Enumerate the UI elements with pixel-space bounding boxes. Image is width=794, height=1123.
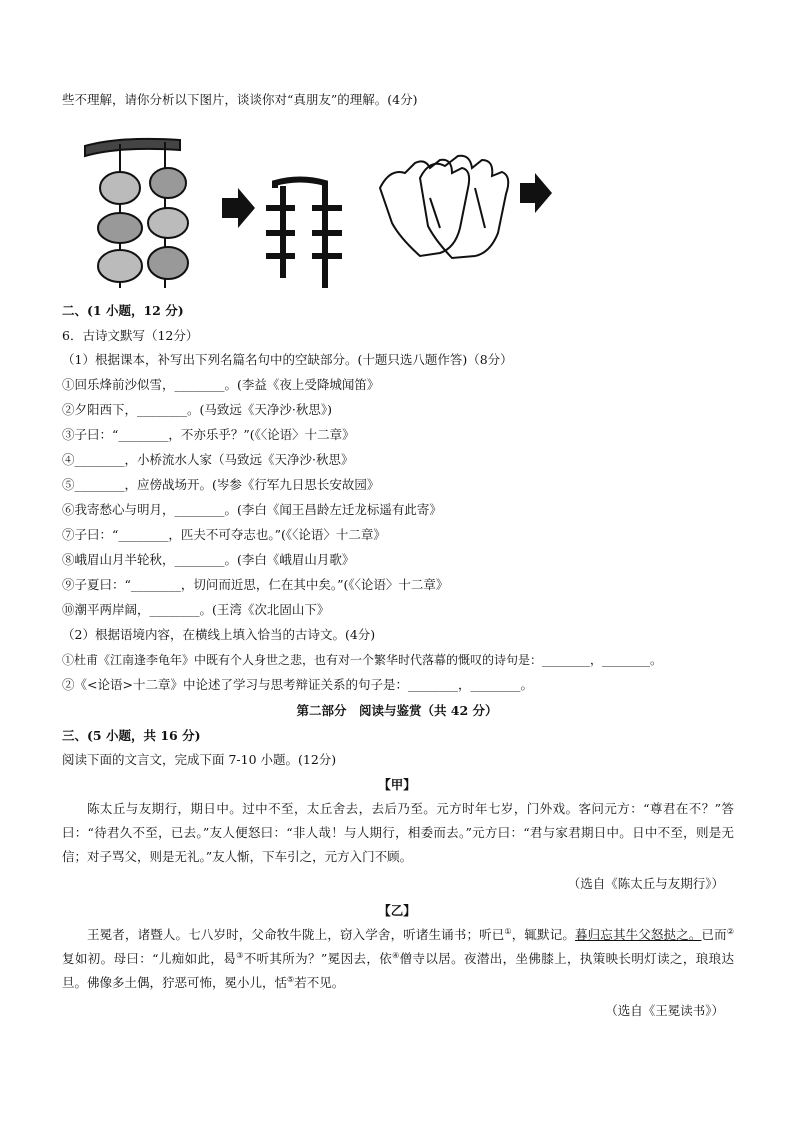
yi-text-c: 已而: [701, 927, 727, 942]
passage-yi-source: （选自《王冕读书》）: [605, 1003, 724, 1018]
yi-text-b: ，辄默记。: [511, 927, 575, 942]
fill-item-10: ⑩潮平两岸阔，________。(王湾《次北固山下》: [62, 602, 330, 617]
two-hands-image: [380, 156, 508, 258]
arrow-right-icon: [222, 188, 255, 228]
intro-prompt: 些不理解，请你分析以下图片，谈谈你对“真朋友”的理解。(4分): [62, 92, 418, 107]
yi-text-d: 复如初。母曰：“儿痴如此，曷: [62, 951, 237, 966]
footnote-1: ①: [504, 926, 512, 936]
footnote-4: ④: [392, 950, 400, 960]
passage-yi-text: [62, 923, 734, 995]
fill-item-7: ⑦子曰：“________，匹夫不可夺志也。”(《〈论语〉十二章》: [62, 527, 386, 542]
yi-text-a: 王冕者，诸暨人。七八岁时，父命牧牛陇上，窃入学舍，听诸生诵书；听已: [87, 927, 505, 942]
section-three-heading: 三、(5 小题，共 16 分): [62, 728, 201, 743]
question-6-part-1: （1）根据课本，补写出下列名篇名句中的空缺部分。(十题只选八题作答)（8分）: [62, 352, 513, 367]
footnote-2: ②: [726, 926, 734, 936]
section-two-heading: 二、(1 小题，12 分): [62, 303, 184, 318]
fill-item-3: ③子曰：“________，不亦乐乎？”(《〈论语〉十二章》: [62, 427, 355, 442]
footnote-3: ③: [236, 950, 244, 960]
fill-item-2: ②夕阳西下，________。(马致远《天净沙·秋思》): [62, 402, 332, 417]
fill-item-4: ④________，小桥流水人家（马致远《天净沙·秋思》: [62, 452, 354, 467]
footnote-5: ⑤: [287, 974, 295, 984]
ancient-character-image: [266, 180, 342, 289]
yi-text-g: 若不见。: [294, 975, 345, 990]
yi-text-e: 不听其所为？”冕因去，依: [243, 951, 393, 966]
part-two-heading: 第二部分 阅读与鉴赏（共 42 分）: [296, 703, 498, 718]
friend-character-figure: [80, 128, 560, 293]
context-item-2: ②《<论语>十二章》中论述了学习与思考辩证关系的句子是：________，________。: [62, 677, 533, 692]
fill-item-1: ①回乐烽前沙似雪，________。(李益《夜上受降城闻笛》: [62, 377, 380, 392]
reading-intro: 阅读下面的文言文，完成下面 7-10 小题。(12分): [62, 752, 337, 767]
passage-jia-text: 陈太丘与友期行，期日中。过中不至，太丘舍去，去后乃至。元方时年七岁，门外戏。客问元方：“尊君在不？”答曰：“待君久不至，已去。”友人便怒曰：“非人哉！与人期行，相委而去。”元方曰：“君与家君期日中。日中不至，则是无信；对子骂父，则是无礼。”友人惭，下车引之，元方入门不顾。: [62, 801, 734, 864]
shell-strings-image: [85, 139, 188, 288]
passage-jia-source: （选自《陈太丘与友期行》）: [567, 876, 724, 891]
friend-figure-svg: [80, 128, 560, 293]
question-6-part-2: （2）根据语境内容，在横线上填入恰当的古诗文。(4分): [62, 627, 376, 642]
yi-text-f: 僧寺以居。夜潜出，坐佛膝上，执策映长明灯读之，琅琅达旦。佛像多土偶，狞恶可怖，冕小儿，恬: [62, 951, 734, 990]
context-item-1: ①杜甫《江南逢李龟年》中既有个人身世之悲，也有对一个繁华时代落幕的慨叹的诗句是：________，________。: [62, 653, 663, 667]
fill-item-9: ⑨子夏曰：“________，切问而近思，仁在其中矣。”(《〈论语〉十二章》: [62, 577, 449, 592]
arrow-right-icon-2: [520, 173, 552, 213]
passage-jia-title: 【甲】: [378, 777, 416, 792]
fill-item-6: ⑥我寄愁心与明月，________。(李白《闻王昌龄左迁龙标遥有此寄》: [62, 502, 442, 517]
underlined-sentence: 暮归忘其牛父怒挞之。: [575, 927, 702, 942]
passage-yi-title: 【乙】: [378, 903, 416, 918]
fill-item-5: ⑤________，应傍战场开。(岑参《行军九日思长安故园》: [62, 477, 380, 492]
question-6-title: 6．古诗文默写（12分）: [62, 328, 199, 343]
fill-item-8: ⑧峨眉山月半轮秋，________。(李白《峨眉山月歌》: [62, 552, 355, 567]
